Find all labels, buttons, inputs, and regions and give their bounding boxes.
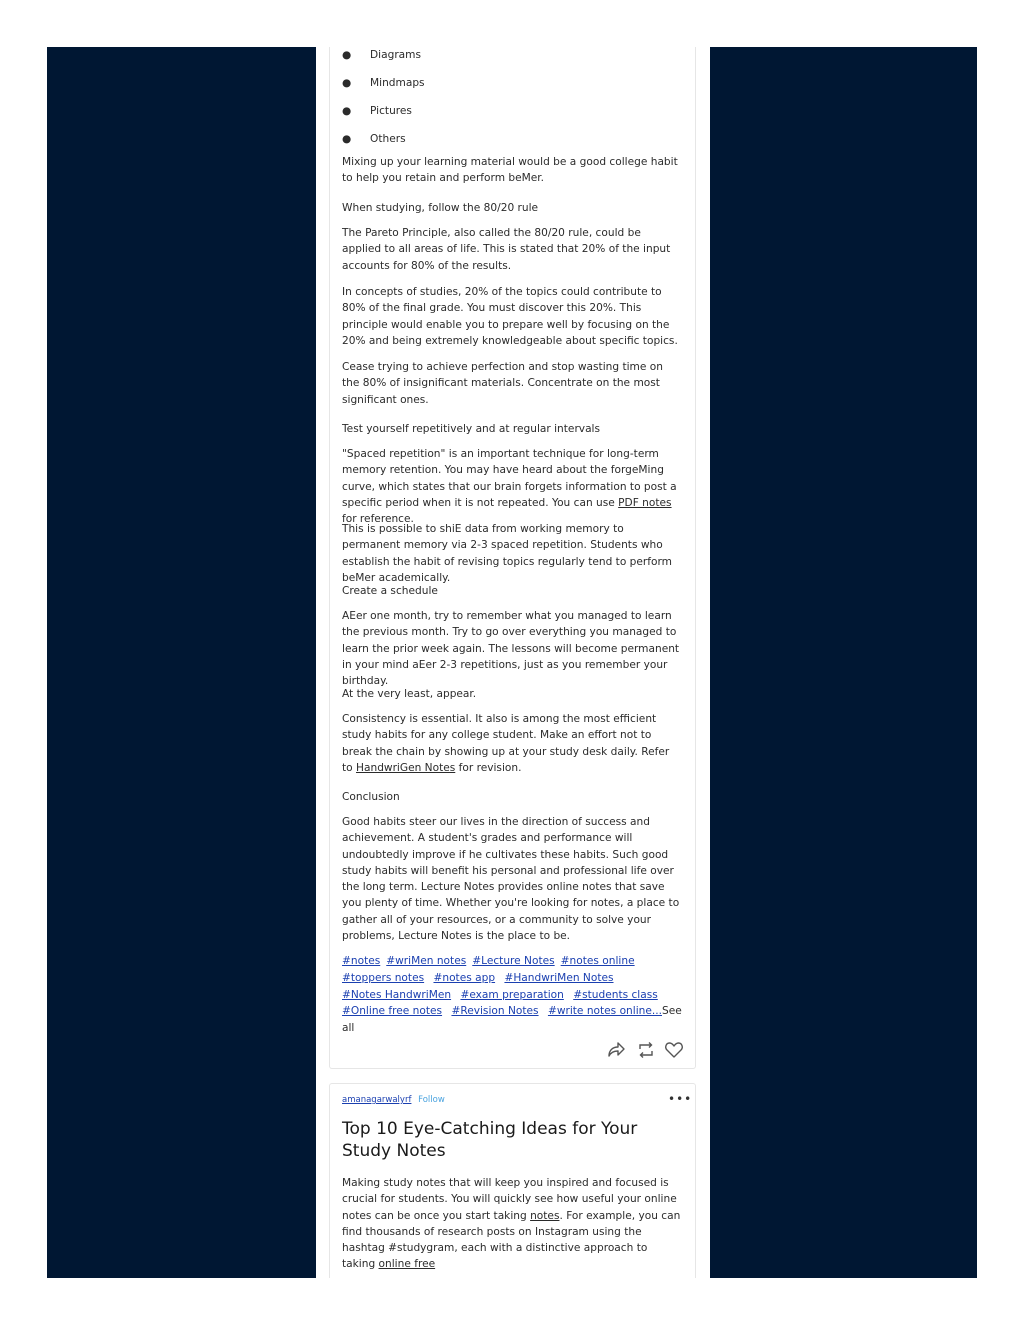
tag-link[interactable]: #Notes HandwriMen xyxy=(342,988,452,1001)
see-all-link[interactable]: See all xyxy=(342,1005,682,1035)
follow-button[interactable]: Follow xyxy=(418,1095,445,1105)
like-button[interactable] xyxy=(664,1040,684,1062)
share-button[interactable] xyxy=(606,1040,626,1062)
paragraph-text: for revision. xyxy=(455,761,522,774)
share-icon xyxy=(606,1040,626,1060)
section-heading: Conclusion xyxy=(342,791,400,803)
post-title: Top 10 Eye-Catching Ideas for Your Study Notes xyxy=(342,1119,638,1161)
tag-link[interactable]: #write notes online... xyxy=(547,1005,662,1018)
pdf-notes-link[interactable]: PDF notes xyxy=(618,496,672,509)
paragraph: Good habits steer our lives in the direction of success and achievement. A student's grades and performance will undoubtedly improve if he cultivates these habits. Such good study habits will benefit his personal and professional life over the long term. Lecture Notes provides online notes that save you plenty of time. Whether you're looking for notes, a place to gather all of your resources, or a community to solve your problems, Lecture Notes is the place to be. xyxy=(342,816,680,943)
section-heading: Create a schedule xyxy=(342,585,438,597)
reblog-icon xyxy=(636,1040,656,1060)
paragraph: In concepts of studies, 20% of the topics could contribute to 80% of the final grade. You must discover this 20%. This principle would enable you to prepare well by focusing on the 20% and being extremely knowledgeable about specific topics. xyxy=(342,286,678,347)
post-author xyxy=(342,1095,445,1105)
list-item-label: Others xyxy=(370,133,406,145)
bullet-dot-icon: ● xyxy=(342,105,352,117)
paragraph xyxy=(342,446,682,527)
tag-link[interactable]: #wriMen notes xyxy=(386,955,467,967)
notes-link[interactable]: notes xyxy=(530,1209,560,1222)
tag-link[interactable]: #toppers notes xyxy=(342,971,425,984)
tag-link[interactable]: #exam preparation xyxy=(460,988,564,1001)
heart-icon xyxy=(664,1040,684,1060)
paragraph: Cease trying to achieve perfection and stop wasting time on the 80% of insignificant materials. Concentrate on the most significant ones. xyxy=(342,361,663,406)
section-heading: Test yourself repetitively and at regular intervals xyxy=(342,423,601,435)
tag-list xyxy=(342,953,687,1037)
section-heading: At the very least, appear. xyxy=(342,688,477,700)
bullet-dot-icon: ● xyxy=(342,77,352,89)
list-item-label: Diagrams xyxy=(370,49,422,61)
tag-link[interactable]: #notes app xyxy=(433,971,496,984)
paragraph xyxy=(342,711,682,776)
handwritten-notes-link[interactable]: HandwriGen Notes xyxy=(356,761,456,774)
list-item-label: Mindmaps xyxy=(370,77,425,89)
paragraph: Mixing up your learning material would be a good college habit to help you retain and perform beMer. xyxy=(342,156,678,185)
paragraph-text: "Spaced repetition" is an important technique for long-term memory retention. You may have heard about the forgeMing curve, which states that our brain forgets information to post a specific period when it is not repeated. You can use xyxy=(342,448,677,509)
more-options-icon[interactable]: ••• xyxy=(668,1092,693,1106)
paragraph: AEer one month, try to remember what you managed to learn the previous month. Try to go over everything you managed to learn the prior week again. The lessons will become permanent in your mind aEer 2-3 repetitions, just as you remember your birthday. xyxy=(342,610,680,688)
paragraph-text: for reference. xyxy=(342,513,414,526)
tag-link[interactable]: #Online free notes xyxy=(342,1005,443,1018)
author-name-link[interactable]: amanagarwalyrf xyxy=(342,1095,412,1105)
tag-link[interactable]: #Lecture Notes xyxy=(472,955,555,967)
reblog-button[interactable] xyxy=(636,1040,656,1062)
tag-link[interactable]: #HandwriMen Notes xyxy=(504,971,614,984)
tag-link[interactable]: #students class xyxy=(573,988,658,1001)
paragraph-text: Consistency is essential. It also is among the most efficient study habits for any college student. Make an effort not to break the chain by showing up at your study desk daily. Refer to xyxy=(342,713,670,774)
list-item-label: Pictures xyxy=(370,105,412,117)
paragraph: This is possible to shiE data from working memory to permanent memory via 2-3 spaced repetition. Students who establish the habit of revising topics regularly tend to perform beMer academically. xyxy=(342,523,672,584)
online-free-link[interactable]: online free xyxy=(378,1258,436,1271)
section-heading: When studying, follow the 80/20 rule xyxy=(342,202,539,214)
bullet-dot-icon: ● xyxy=(342,49,352,61)
tag-link[interactable]: #notes online xyxy=(560,955,635,967)
paragraph-text: Making study notes that will keep you inspired and focused is crucial for students. You will quickly see how useful your online notes can be once you start taking xyxy=(342,1177,677,1222)
paragraph-text: . For example, you can find thousands of research posts on Instagram using the hashtag #studygram, each with a distinctive approach to taking xyxy=(342,1209,681,1271)
paragraph: The Pareto Principle, also called the 80/20 rule, could be applied to all areas of life. This is stated that 20% of the input accounts for 80% of the results. xyxy=(342,227,671,272)
paragraph xyxy=(342,1175,682,1273)
tag-link[interactable]: #notes xyxy=(342,955,381,967)
tag-link[interactable]: #Revision Notes xyxy=(451,1005,539,1018)
bullet-dot-icon: ● xyxy=(342,133,352,145)
